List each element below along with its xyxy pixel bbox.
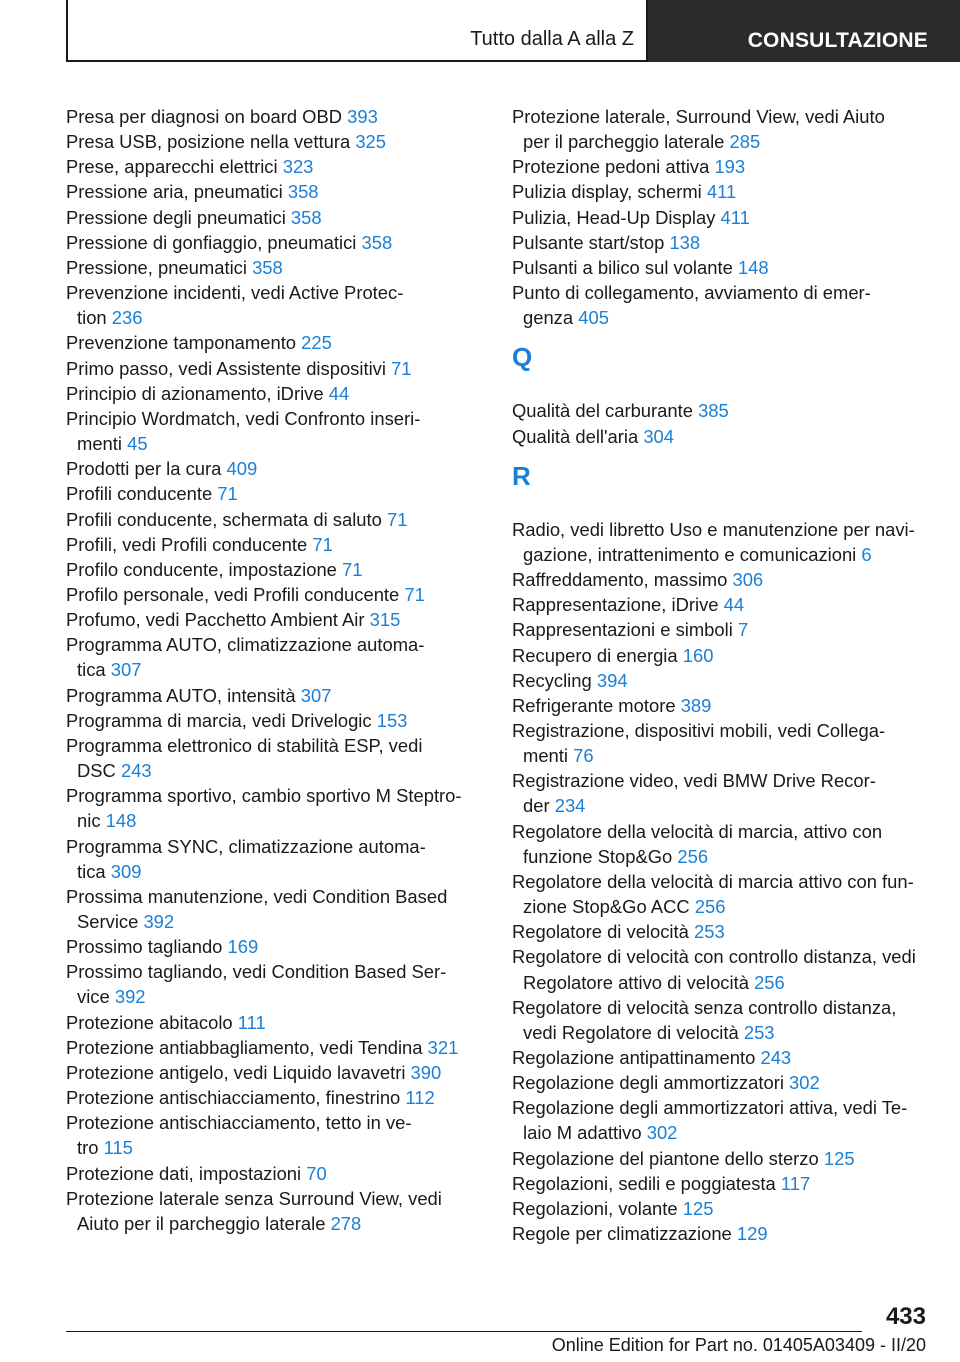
page-reference-link[interactable]: 45 [127,433,148,455]
index-entry-text: Regolazioni, sedili e poggiatesta [512,1172,776,1194]
page-reference-link[interactable]: 71 [217,483,238,505]
index-entry [66,582,486,607]
index-entry [66,708,486,733]
index-entry-text: Prevenzione tamponamento [66,332,297,354]
page-reference-link[interactable]: 256 [754,971,785,993]
index-entry [512,592,932,617]
page-reference-link[interactable]: 411 [720,206,750,228]
index-entry-text: Raffreddamento, massimo [512,569,728,591]
index-entry-text: Prossimo tagliando [66,936,223,958]
page-reference-link[interactable]: 125 [823,1147,855,1169]
index-entry-text: Programma elettronico di stabilità ESP, vedi [66,734,423,756]
page-reference-link[interactable]: 169 [227,936,259,958]
page-reference-link[interactable]: 160 [682,644,714,666]
index-entry [66,381,486,406]
index-entry-text: Programma AUTO, climatizzazione automa- [66,634,425,656]
index-entry-text: nic [77,810,101,832]
page-reference-link[interactable]: 358 [361,231,393,253]
index-entry [66,1186,486,1236]
page-reference-link[interactable]: 285 [729,131,761,153]
page-reference-link[interactable]: 392 [114,986,146,1008]
page-reference-link[interactable]: 6 [861,543,872,565]
page-reference-link[interactable]: 112 [405,1087,435,1109]
page-reference-link[interactable]: 409 [226,458,258,480]
page-reference-link[interactable]: 243 [120,760,152,782]
index-entry [66,632,486,682]
page-reference-link[interactable]: 138 [669,231,701,253]
index-entry-text: Regolazione degli ammortizzatori attiva, vedi Te- [512,1097,908,1119]
index-entry-text: Protezione antigelo, vedi Liquido lavavetri [66,1061,406,1083]
index-entry-text: Regolazione del piantone dello sterzo [512,1147,819,1169]
index-entry-text: Aiuto per il parcheggio laterale [77,1212,326,1234]
index-entry [512,179,932,204]
index-entry-text: genza [523,307,574,329]
index-entry [512,1146,932,1171]
page-reference-link[interactable]: 148 [105,810,137,832]
page-reference-link[interactable]: 309 [110,860,142,882]
index-entry-text: laio M adattivo [523,1122,642,1144]
page-reference-link[interactable]: 302 [646,1122,678,1144]
page-reference-link[interactable]: 76 [573,745,594,767]
page-reference-link[interactable]: 323 [282,156,314,178]
index-entry [66,230,486,255]
index-entry [512,1221,932,1246]
page-reference-link[interactable]: 253 [693,921,725,943]
index-entry [66,129,486,154]
index-entry-text: Pressione degli pneumatici [66,206,286,228]
index-entry [66,783,486,833]
footer-edition: Online Edition for Part no. 01405A03409 - II/20 [551,1335,926,1355]
index-entry [512,643,932,668]
index-entry [512,280,932,330]
index-entry [66,959,486,1009]
index-entry-text: Profili conducente [66,483,213,505]
page-reference-link[interactable]: 358 [287,181,319,203]
page-reference-link[interactable]: 358 [252,256,283,278]
index-entry-text: Presa per diagnosi on board OBD [66,106,343,127]
page-reference-link[interactable]: 70 [306,1162,327,1184]
index-group-q [512,398,932,448]
page-reference-link[interactable]: 71 [312,533,333,555]
page-reference-link[interactable]: 153 [376,709,408,731]
index-entry-text: Regolatore attivo di velocità [523,971,749,993]
index-entry [66,356,486,381]
page-reference-link[interactable]: 325 [355,131,386,153]
index-entry-text: tica [77,860,106,882]
index-entry [66,557,486,582]
index-entry [66,1085,486,1110]
index-entry [512,1196,932,1221]
page-reference-link[interactable]: 148 [737,256,769,278]
index-entry-text: Primo passo, vedi Assistente dispositivi [66,357,386,379]
index-entry-text: Programma di marcia, vedi Drivelogic [66,709,372,731]
index-entry-text: Protezione antiabbagliamento, vedi Tendina [66,1036,423,1058]
index-entry-text: Prodotti per la cura [66,458,222,480]
index-entry-text: Regolatore di velocità senza controllo distanza, [512,996,897,1018]
index-entry [66,1035,486,1060]
index-entry-text: vedi Regolatore di velocità [523,1021,739,1043]
index-entry-text: Punto di collegamento, avviamento di emer- [512,282,871,304]
index-entry [66,884,486,934]
index-entry [66,280,486,330]
index-entry [512,944,932,994]
index-entry-text: Protezione antischiacciamento, finestrino [66,1087,401,1109]
page-reference-link[interactable]: 129 [736,1223,768,1245]
header-left-frame [66,0,648,62]
page-reference-link[interactable]: 111 [237,1011,266,1033]
index-entry [512,819,932,869]
index-group-p [512,104,932,330]
index-entry-text: Regolatore della velocità di marcia attivo con fun- [512,870,914,892]
index-entry-text: Qualità dell'aria [512,425,639,447]
index-entry-text: Regolazione antipattinamento [512,1047,756,1068]
index-entry-text: Profili conducente, schermata di saluto [66,508,382,530]
page-reference-link[interactable]: 125 [682,1197,714,1219]
page-reference-link[interactable]: 193 [714,156,746,178]
index-entry [66,406,486,456]
index-entry [66,179,486,204]
page-reference-link[interactable]: 236 [111,307,143,329]
index-entry-text: DSC [77,760,116,782]
page-reference-link[interactable]: 321 [427,1036,459,1058]
index-entry [512,205,932,230]
index-entry [512,1171,932,1196]
index-entry [66,532,486,557]
index-entry [66,1060,486,1085]
index-entry [512,398,932,423]
index-entry [512,230,932,255]
page-reference-link[interactable]: 44 [328,382,350,404]
index-entry-text: Regolazioni, volante [512,1197,678,1219]
index-entry [66,607,486,632]
index-entry-text: Pulsante start/stop [512,231,665,253]
index-entry-text: Profilo conducente, impostazione [66,558,337,580]
index-entry-text: Pulizia display, schermi [512,181,702,203]
index-entry [512,104,932,154]
index-entry [66,507,486,532]
index-column-right [512,104,932,1246]
index-entry-text: tro [77,1137,99,1159]
page-reference-link[interactable]: 394 [596,669,628,691]
page-reference-link[interactable]: 385 [698,400,729,422]
page-reference-link[interactable]: 256 [694,896,726,918]
index-entry [66,330,486,355]
index-entry [512,517,932,567]
index-entry-text: Registrazione, dispositivi mobili, vedi Collega- [512,719,886,741]
index-entry-text: Service [77,911,139,932]
page-reference-link[interactable]: 411 [706,181,737,203]
index-entry [66,683,486,708]
index-entry [512,869,932,919]
index-entry-text: Programma SYNC, climatizzazione automa- [66,835,426,857]
index-entry-text: Pressione, pneumatici [66,256,247,278]
page-reference-link[interactable]: 234 [554,795,586,817]
page-reference-link[interactable]: 71 [404,583,425,605]
index-entry-text: Profilo personale, vedi Profili conducente [66,583,400,605]
page-reference-link[interactable]: 307 [300,684,332,706]
index-entry-text: vice [77,986,110,1008]
index-entry-text: tion [77,307,107,329]
index-entry-text: Recycling [512,669,592,691]
page-reference-link[interactable]: 393 [347,106,378,127]
index-entry-text: Prese, apparecchi elettrici [66,156,278,178]
page-reference-link[interactable]: 405 [578,307,609,329]
page-reference-link[interactable]: 278 [330,1212,362,1234]
index-entry [512,617,932,642]
index-entry-text: tica [77,659,106,681]
index-letter-r: R [512,460,531,491]
index-entry-text: Regolatore di velocità [512,921,689,943]
index-group-r [512,517,932,1247]
index-entry-text: Refrigerante motore [512,694,676,716]
index-entry-text: Profumo, vedi Pacchetto Ambient Air [66,609,365,631]
index-entry-text: Protezione laterale senza Surround View, vedi [66,1187,442,1209]
index-entry-text: Rappresentazioni e simboli [512,619,733,641]
index-entry-text: Prossimo tagliando, vedi Condition Based Ser- [66,961,447,983]
index-entry-text: Pressione aria, pneumatici [66,181,283,203]
index-entry-text: Protezione laterale, Surround View, vedi Aiuto [512,106,885,127]
index-entry-text: Protezione antischiacciamento, tetto in ve- [66,1112,412,1134]
page-reference-link[interactable]: 71 [387,508,408,530]
index-entry [512,154,932,179]
index-entry-text: menti [523,745,568,767]
index-entry-text: Presa USB, posizione nella vettura [66,131,351,153]
index-entry-text: Recupero di energia [512,644,678,666]
page-reference-link[interactable]: 389 [680,694,712,716]
page-reference-link[interactable]: 7 [737,619,749,641]
index-entry-text: Prevenzione incidenti, vedi Active Protec- [66,282,404,304]
index-entry [512,919,932,944]
page-reference-link[interactable]: 253 [743,1021,775,1043]
index-entry-text: zione Stop&Go ACC [523,896,690,918]
index-entry [512,718,932,768]
index-entry [512,693,932,718]
page-reference-link[interactable]: 243 [760,1047,792,1068]
index-entry-text: Registrazione video, vedi BMW Drive Recor- [512,770,876,792]
index-entry [66,154,486,179]
index-entry [66,255,486,280]
page-reference-link[interactable]: 115 [103,1137,133,1159]
footer-divider [66,1331,862,1332]
index-entry-text: per il parcheggio laterale [523,131,725,153]
index-entry [66,1110,486,1160]
index-entry-text: Regolazione degli ammortizzatori [512,1072,784,1094]
index-entry-text: Protezione dati, impostazioni [66,1162,302,1184]
index-entry [66,834,486,884]
page-reference-link[interactable]: 390 [410,1061,442,1083]
index-entry-text: der [523,795,550,817]
index-entry-text: Pulsanti a bilico sul volante [512,256,733,278]
index-entry-text: Pulizia, Head-Up Display [512,206,716,228]
page-reference-link[interactable]: 307 [110,659,142,681]
page-reference-link[interactable]: 358 [290,206,322,228]
index-entry [66,934,486,959]
page-reference-link[interactable]: 302 [789,1072,820,1094]
index-entry-text: Regolatore della velocità di marcia, attivo con [512,820,883,842]
index-entry [66,1161,486,1186]
page-reference-link[interactable]: 304 [643,425,674,447]
page-reference-link[interactable]: 306 [732,569,764,591]
page-reference-link[interactable]: 71 [342,558,363,580]
page-reference-link[interactable]: 315 [369,609,401,631]
page-reference-link[interactable]: 117 [780,1172,811,1194]
index-letter-q: Q [512,342,533,373]
index-entry [512,1095,932,1145]
index-entry [66,733,486,783]
index-entry [66,205,486,230]
index-entry-text: Regolatore di velocità con controllo distanza, vedi [512,946,916,968]
index-column-left [66,104,486,1236]
index-entry [512,995,932,1045]
page-number: 433 [885,1303,926,1330]
index-entry [66,1010,486,1035]
index-entry-text: funzione Stop&Go [523,845,673,867]
index-entry-text: Profili, vedi Profili conducente [66,533,308,555]
page-reference-link[interactable]: 44 [723,594,745,616]
header-section-title: CONSULTAZIONE [747,29,928,52]
index-entry-text: Pressione di gonfiaggio, pneumatici [66,231,357,253]
page-reference-link[interactable]: 225 [301,332,332,354]
page-reference-link[interactable]: 392 [143,911,175,932]
page-reference-link[interactable]: 71 [391,357,412,379]
index-entry-text: Rappresentazione, iDrive [512,594,719,616]
page-reference-link[interactable]: 256 [677,845,709,867]
index-entry-text: gazione, intrattenimento e comunicazioni [523,543,857,565]
index-entry-text: Radio, vedi libretto Uso e manutenzione per navi- [512,518,915,540]
index-entry-text: Protezione pedoni attiva [512,156,710,178]
header-section-tab [648,0,960,62]
index-entry-text: Programma AUTO, intensità [66,684,296,706]
index-entry [512,424,932,449]
header-subtitle: Tutto dalla A alla Z [470,28,634,50]
index-entry-text: Principio di azionamento, iDrive [66,382,324,404]
index-entry-text: Regole per climatizzazione [512,1223,732,1245]
index-entry-text: Protezione abitacolo [66,1011,233,1033]
index-entry [66,481,486,506]
index-entry-text: menti [77,433,122,455]
index-entry [512,768,932,818]
index-entry [512,567,932,592]
index-entry [66,104,486,129]
index-entry [512,1070,932,1095]
index-entry [512,1045,932,1070]
index-entry-text: Principio Wordmatch, vedi Confronto inseri- [66,407,421,429]
index-entry-text: Prossima manutenzione, vedi Condition Based [66,885,448,907]
index-entry-text: Programma sportivo, cambio sportivo M Steptro- [66,785,462,807]
index-entry-text: Qualità del carburante [512,400,693,422]
index-entry [512,668,932,693]
index-entry [66,456,486,481]
index-entry [512,255,932,280]
